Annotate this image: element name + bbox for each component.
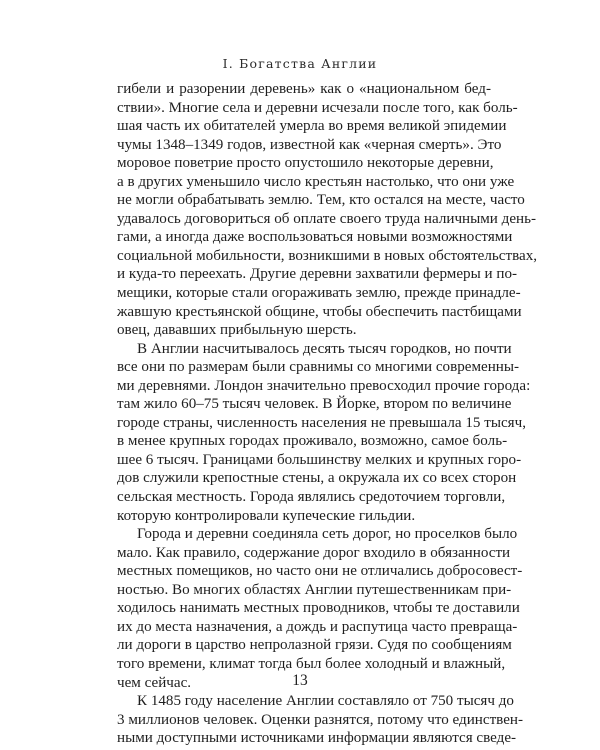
text-line: все они по размерам были сравнимы со многими современны- [117, 359, 520, 376]
text-line: гибели и разорении деревень» как о «национальном бед- [117, 81, 491, 97]
text-line: В Англии насчитывалось десять тысяч городков, но почти [137, 340, 512, 357]
text-line: в менее крупных городах проживало, возможно, самое боль- [117, 433, 508, 450]
text-line: там жило 60–75 тысяч человек. В Йорке, втором по величине [117, 396, 512, 413]
text-line: дов служили крепостные стены, а окружала их со всех сторон [117, 470, 517, 487]
text-line: ствии». Многие села и деревни исчезали после того, как боль- [117, 99, 518, 116]
text-line: гами, а иногда даже воспользоваться новыми возможностями [117, 229, 513, 246]
text-line: мало. Как правило, содержание дорог входило в обязанности [117, 544, 511, 561]
paragraph [117, 340, 531, 525]
body-text [117, 80, 538, 748]
running-head: I. Богатства Англии [222, 56, 378, 71]
text-line: моровое поветрие просто опустошило некоторые деревни, [117, 155, 494, 172]
text-line: шая часть их обитателей умерла во время великой эпидемии [117, 118, 507, 135]
text-line: удавалось договориться об оплате своего труда наличными день- [117, 210, 537, 227]
text-line: К 1485 году население Англии составляло от 750 тысяч до [137, 693, 514, 710]
text-line: их до места назначения, а дождь и распутица часто превраща- [117, 618, 518, 635]
text-line: ми деревнями. Лондон значительно превосходил прочие города: [117, 377, 531, 394]
page-number: 13 [292, 672, 308, 689]
text-line: которую контролировали купеческие гильдии. [117, 507, 416, 524]
text-line: Города и деревни соединяла сеть дорог, но проселков было [137, 526, 518, 543]
text-line: ли дороги в царство непролазной грязи. Судя по сообщениям [117, 637, 512, 654]
text-line: овец, дававших прибыльную шерсть. [117, 322, 357, 339]
text-line: местных помещиков, но часто они не отличались добросовест- [117, 563, 523, 580]
text-line: чумы 1348–1349 годов, известной как «черная смерть». Это [117, 136, 502, 153]
text-line: сельская местность. Города являлись средоточием торговли, [117, 489, 506, 506]
text-line: не могли обрабатывать землю. Тем, кто остался на месте, часто [117, 192, 525, 209]
text-line: 3 миллионов человек. Оценки разнятся, потому что единствен- [117, 711, 524, 728]
text-line: ходилось нанимать местных проводников, чтобы те доставили [117, 600, 520, 617]
text-line: шее 6 тысяч. Границами большинству мелких и крупных горо- [117, 451, 522, 468]
text-line: мещики, которые стали огораживать землю, прежде принадле- [117, 285, 521, 302]
text-line: и куда-то переехать. Другие деревни захватили фермеры и по- [117, 266, 518, 283]
paragraph [117, 80, 538, 340]
paragraph [117, 692, 524, 748]
text-line: чем сейчас. [117, 674, 192, 691]
text-line: жавшую крестьянской общине, чтобы обеспечить пастбищами [117, 303, 522, 320]
paragraph [117, 525, 523, 692]
text-line: ностью. Во многих областях Англии путешественникам при- [117, 581, 512, 598]
text-line: того времени, климат тогда был более холодный и влажный, [117, 655, 506, 672]
text-line: социальной мобильности, возникшими в новых обстоятельствах, [117, 247, 538, 264]
text-line: ными доступными источниками информации являются сведе- [117, 730, 517, 747]
text-line: а в других уменьшило число крестьян настолько, что они уже [117, 173, 515, 190]
text-line: городе страны, численность населения не превышала 15 тысяч, [117, 414, 526, 431]
